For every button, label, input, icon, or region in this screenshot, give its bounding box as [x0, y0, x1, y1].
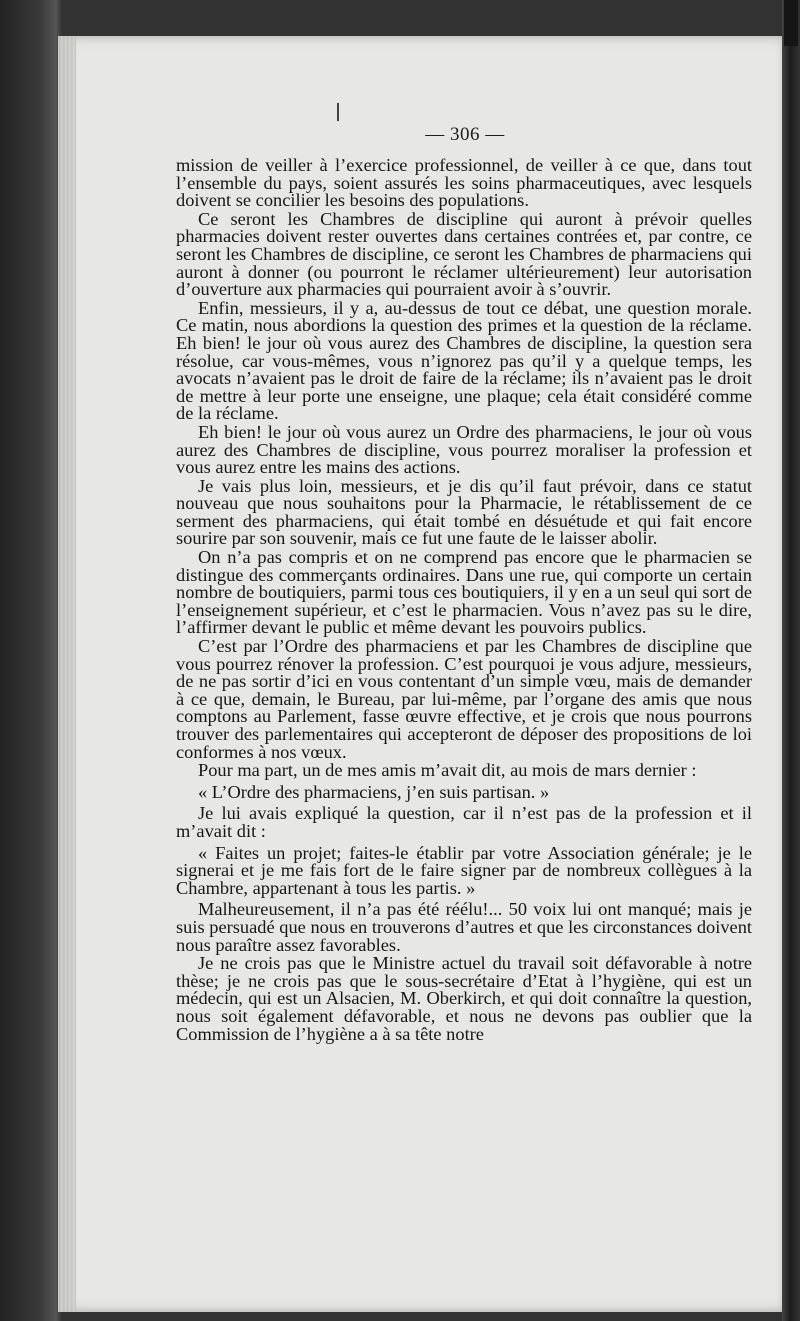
paragraph: Eh bien! le jour où vous aurez un Ordre des pharmaciens, le jour où vous aurez des Chambres de discipline, vous pourrez moraliser la profession et vous aurez entre les mains des actions.: [176, 421, 752, 478]
paragraph: On n’a pas compris et on ne comprend pas encore que le pharmacien se distingue des commerçants ordinaires. Dans une rue, qui comporte un certain nombre de boutiquiers, parmi tous ces boutiquiers, il y en a un seul qui sort de l’enseignement supérieur, et c’est le pharmacien. Vous n’avez pas su le dire, l’affirmer devant le public et même devant les pouvoirs publics.: [176, 547, 752, 638]
paragraph: Enfin, messieurs, il y a, au-dessus de tout ce débat, une question morale. Ce matin, nous abordions la question des primes et la question de la réclame. Eh bien! le jour où vous aurez des Chambres de discipline, la question sera résolue, car vous-mêmes, vous n’ignorez pas qu’il y a quelque temps, les avocats n’avaient pas le droit de faire de la réclame; ils n’avaient pas le droit de mettre à leur porte une enseigne, une plaque; cela était considéré comme de la réclame.: [176, 297, 752, 424]
quote-paragraph: « Faites un projet; faites-le établir par votre Association générale; je le signerai et je me fais fort de le faire signer par de nombreux collègues à la Chambre, appartenant à tous les partis. »: [176, 842, 752, 898]
book-binding-edge: [782, 0, 800, 1321]
quote-paragraph: « L’Ordre des pharmaciens, j’en suis partisan. »: [198, 781, 550, 802]
paragraph: Je ne crois pas que le Ministre actuel du travail soit défavorable à notre thèse; je ne crois pas que le sous-secrétaire d’Etat à l’hygiène, qui est un médecin, qui est un Alsacien, M. Oberkirch, et qui doit connaître la question, nous soit également défavorable, et nous ne devons pas oublier que la Commission de l’hygiène a à sa tête notre: [176, 953, 752, 1044]
paragraph: Ce seront les Chambres de discipline qui auront à prévoir quelles pharmacies doivent rester ouvertes dans certaines contrées et, par contre, ce seront les Chambres de discipline, ce seront les Chambres de pharmaciens qui auront à donner (ou pourront le réclamer ultérieurement) leur autorisation d’ouverture aux pharmacies qui pourraient avoir à s’ouvrir.: [176, 208, 752, 300]
paragraph: Malheureusement, il n’a pas été réélu!... 50 voix lui ont manqué; mais je suis persuadé que nous en trouverons d’autres et que les circonstances doivent nous paraître assez favorables.: [176, 899, 752, 955]
ink-mark: [337, 103, 339, 121]
paragraph: C’est par l’Ordre des pharmaciens et par les Chambres de discipline que vous pourrez rénover la profession. C’est pourquoi je vous adjure, messieurs, de ne pas sortir d’ici en vous contentant d’un simple vœu, mais de demander à ce que, demain, le Bureau, par lui-même, par l’organe des amis que nous comptons au Parlement, fasse œuvre effective, et je crois que nous pourrons trouver des parlementaires qui accepteront de déposer des propositions de loi conformes à nos vœux.: [176, 636, 752, 762]
paragraph: Je vais plus loin, messieurs, et je dis qu’il faut prévoir, dans ce statut nouveau que nous souhaitons pour la Pharmacie, le rétablissement de ce serment des pharmaciens, qui était tombé en désuétude et qui fait encore sourire par son souvenir, mais ce fut une faute de le laisser abolir.: [176, 475, 752, 549]
paragraph: mission de veiller à l’exercice professionnel, de veiller à ce que, dans tout l’ensemble du pays, soient assurés les soins pharmaceutiques, avec lesquels doivent se concilier les besoins des populations.: [176, 155, 752, 211]
paragraph: Je lui avais expliqué la question, car il n’est pas de la profession et il m’avait dit :: [176, 803, 752, 841]
paragraph: Pour ma part, un de mes amis m’avait dit, au mois de mars dernier :: [198, 760, 697, 781]
page-number: — 306 —: [425, 124, 505, 145]
body-text: [176, 157, 752, 1044]
